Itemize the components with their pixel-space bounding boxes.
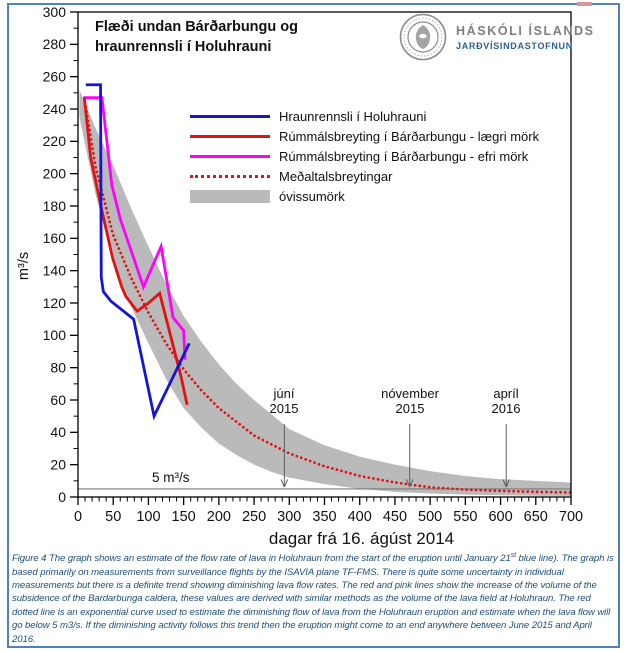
legend-label: Rúmmálsbreyting í Bárðarbungu - lægri mörk <box>279 128 540 144</box>
x-tick-label: 150 <box>171 509 196 525</box>
x-axis-label: dagar frá 16. ágúst 2014 <box>268 529 455 548</box>
x-tick-label: 350 <box>312 509 337 525</box>
caption-superscript: st <box>510 552 516 559</box>
reference-line-label: 5 m³/s <box>152 470 190 485</box>
annotation-year: 2015 <box>395 401 425 416</box>
y-axis-label: m³/s <box>16 251 32 281</box>
legend-blue-line-sample <box>190 115 270 118</box>
legend-red-line-sample <box>190 135 270 138</box>
annotation-april-2016 <box>458 386 554 416</box>
legend-pink-line-sample <box>190 155 270 158</box>
legend-label: Hraunrennsli í Holuhrauni <box>279 108 427 124</box>
legend-item-pink-line <box>190 146 539 166</box>
caption-text: blue line). The graph is based primarily on measurements from surveillance flights by the ISAVIA plane TF-FMS. There is quite some uncertainty in individual measurements but there is a definite trend showing diminishing lava flow rates. The red and pink lines show the increase of the volume of the subsidence of the Bardarbunga caldera, these values are derived with similar methods as the volume of the lava field at Holuhraun. The red dotted line is an exponential curve used to estimate the diminishing flow of lava from the Holuhraun eruption and estimate when the lava flow will go below 5 m3/s. If the diminishing activity follows this trend then the eruption might come to an end anywhere between June 2015 and April 2016. <box>12 553 614 645</box>
y-tick-label: 280 <box>42 36 66 53</box>
y-tick-label: 20 <box>50 456 66 473</box>
legend-item-red-line <box>190 126 539 146</box>
x-tick-label: 600 <box>488 509 513 525</box>
y-tick-label: 180 <box>42 197 66 214</box>
y-tick-label: 200 <box>42 165 66 182</box>
y-tick-label: 260 <box>42 68 66 85</box>
annotation-year: 2015 <box>269 401 299 416</box>
university-seal-icon <box>399 12 447 62</box>
x-tick-label: 200 <box>206 509 231 525</box>
y-tick-label: 40 <box>50 424 66 441</box>
y-tick-label: 240 <box>42 100 66 117</box>
x-tick-label: 300 <box>277 509 302 525</box>
y-tick-label: 60 <box>50 391 66 408</box>
university-logo <box>399 12 595 62</box>
legend-item-band <box>190 186 539 206</box>
y-tick-label: 220 <box>42 133 66 150</box>
chart-title: Flæði undan Bárðarbungu og hraunrennsli í Holuhrauni <box>95 19 298 55</box>
legend-band-sample <box>190 190 270 203</box>
x-tick-label: 700 <box>558 509 584 525</box>
y-tick-label: 0 <box>58 488 66 505</box>
annotation-month: nóvember <box>381 386 439 401</box>
legend-dotted-line-sample <box>190 175 270 178</box>
logo-org-name: HÁSKÓLI ÍSLANDS <box>456 23 595 38</box>
x-tick-label: 450 <box>382 509 408 525</box>
logo-dept-name: JARÐVÍSINDASTOFNUN <box>456 40 573 51</box>
y-tick-label: 140 <box>42 262 66 279</box>
legend-item-dotted-line <box>190 166 539 186</box>
x-tick-label: 100 <box>136 509 161 525</box>
x-tick-label: 550 <box>453 509 478 525</box>
annotation-year: 2016 <box>491 401 521 416</box>
caption-text: Figure 4 The graph shows an estimate of the flow rate of lava in Holuhraun from the start of the eruption until January 21 <box>12 553 511 565</box>
x-tick-label: 400 <box>347 509 372 525</box>
annotation-november-2015 <box>362 386 458 416</box>
annotation-month: apríl <box>493 386 519 401</box>
legend <box>190 106 539 206</box>
x-tick-label: 650 <box>523 509 548 525</box>
legend-label: Rúmmálsbreyting í Bárðarbungu - efri mörk <box>279 148 529 164</box>
legend-item-blue-line <box>190 106 539 126</box>
y-tick-label: 100 <box>42 327 66 344</box>
y-tick-label: 300 <box>42 3 66 20</box>
annotation-month: júní <box>273 386 295 401</box>
x-tick-label: 50 <box>105 509 122 525</box>
annotation-june-2015 <box>236 386 332 416</box>
x-tick-label: 250 <box>241 509 267 525</box>
y-tick-label: 120 <box>42 294 66 311</box>
legend-label: óvissumörk <box>279 188 345 204</box>
x-tick-label: 0 <box>73 509 83 525</box>
figure-caption <box>12 549 616 646</box>
y-tick-label: 80 <box>50 359 66 376</box>
legend-label: Meðaltalsbreytingar <box>279 168 393 184</box>
x-tick-label: 500 <box>418 509 443 525</box>
y-tick-label: 160 <box>42 230 66 247</box>
